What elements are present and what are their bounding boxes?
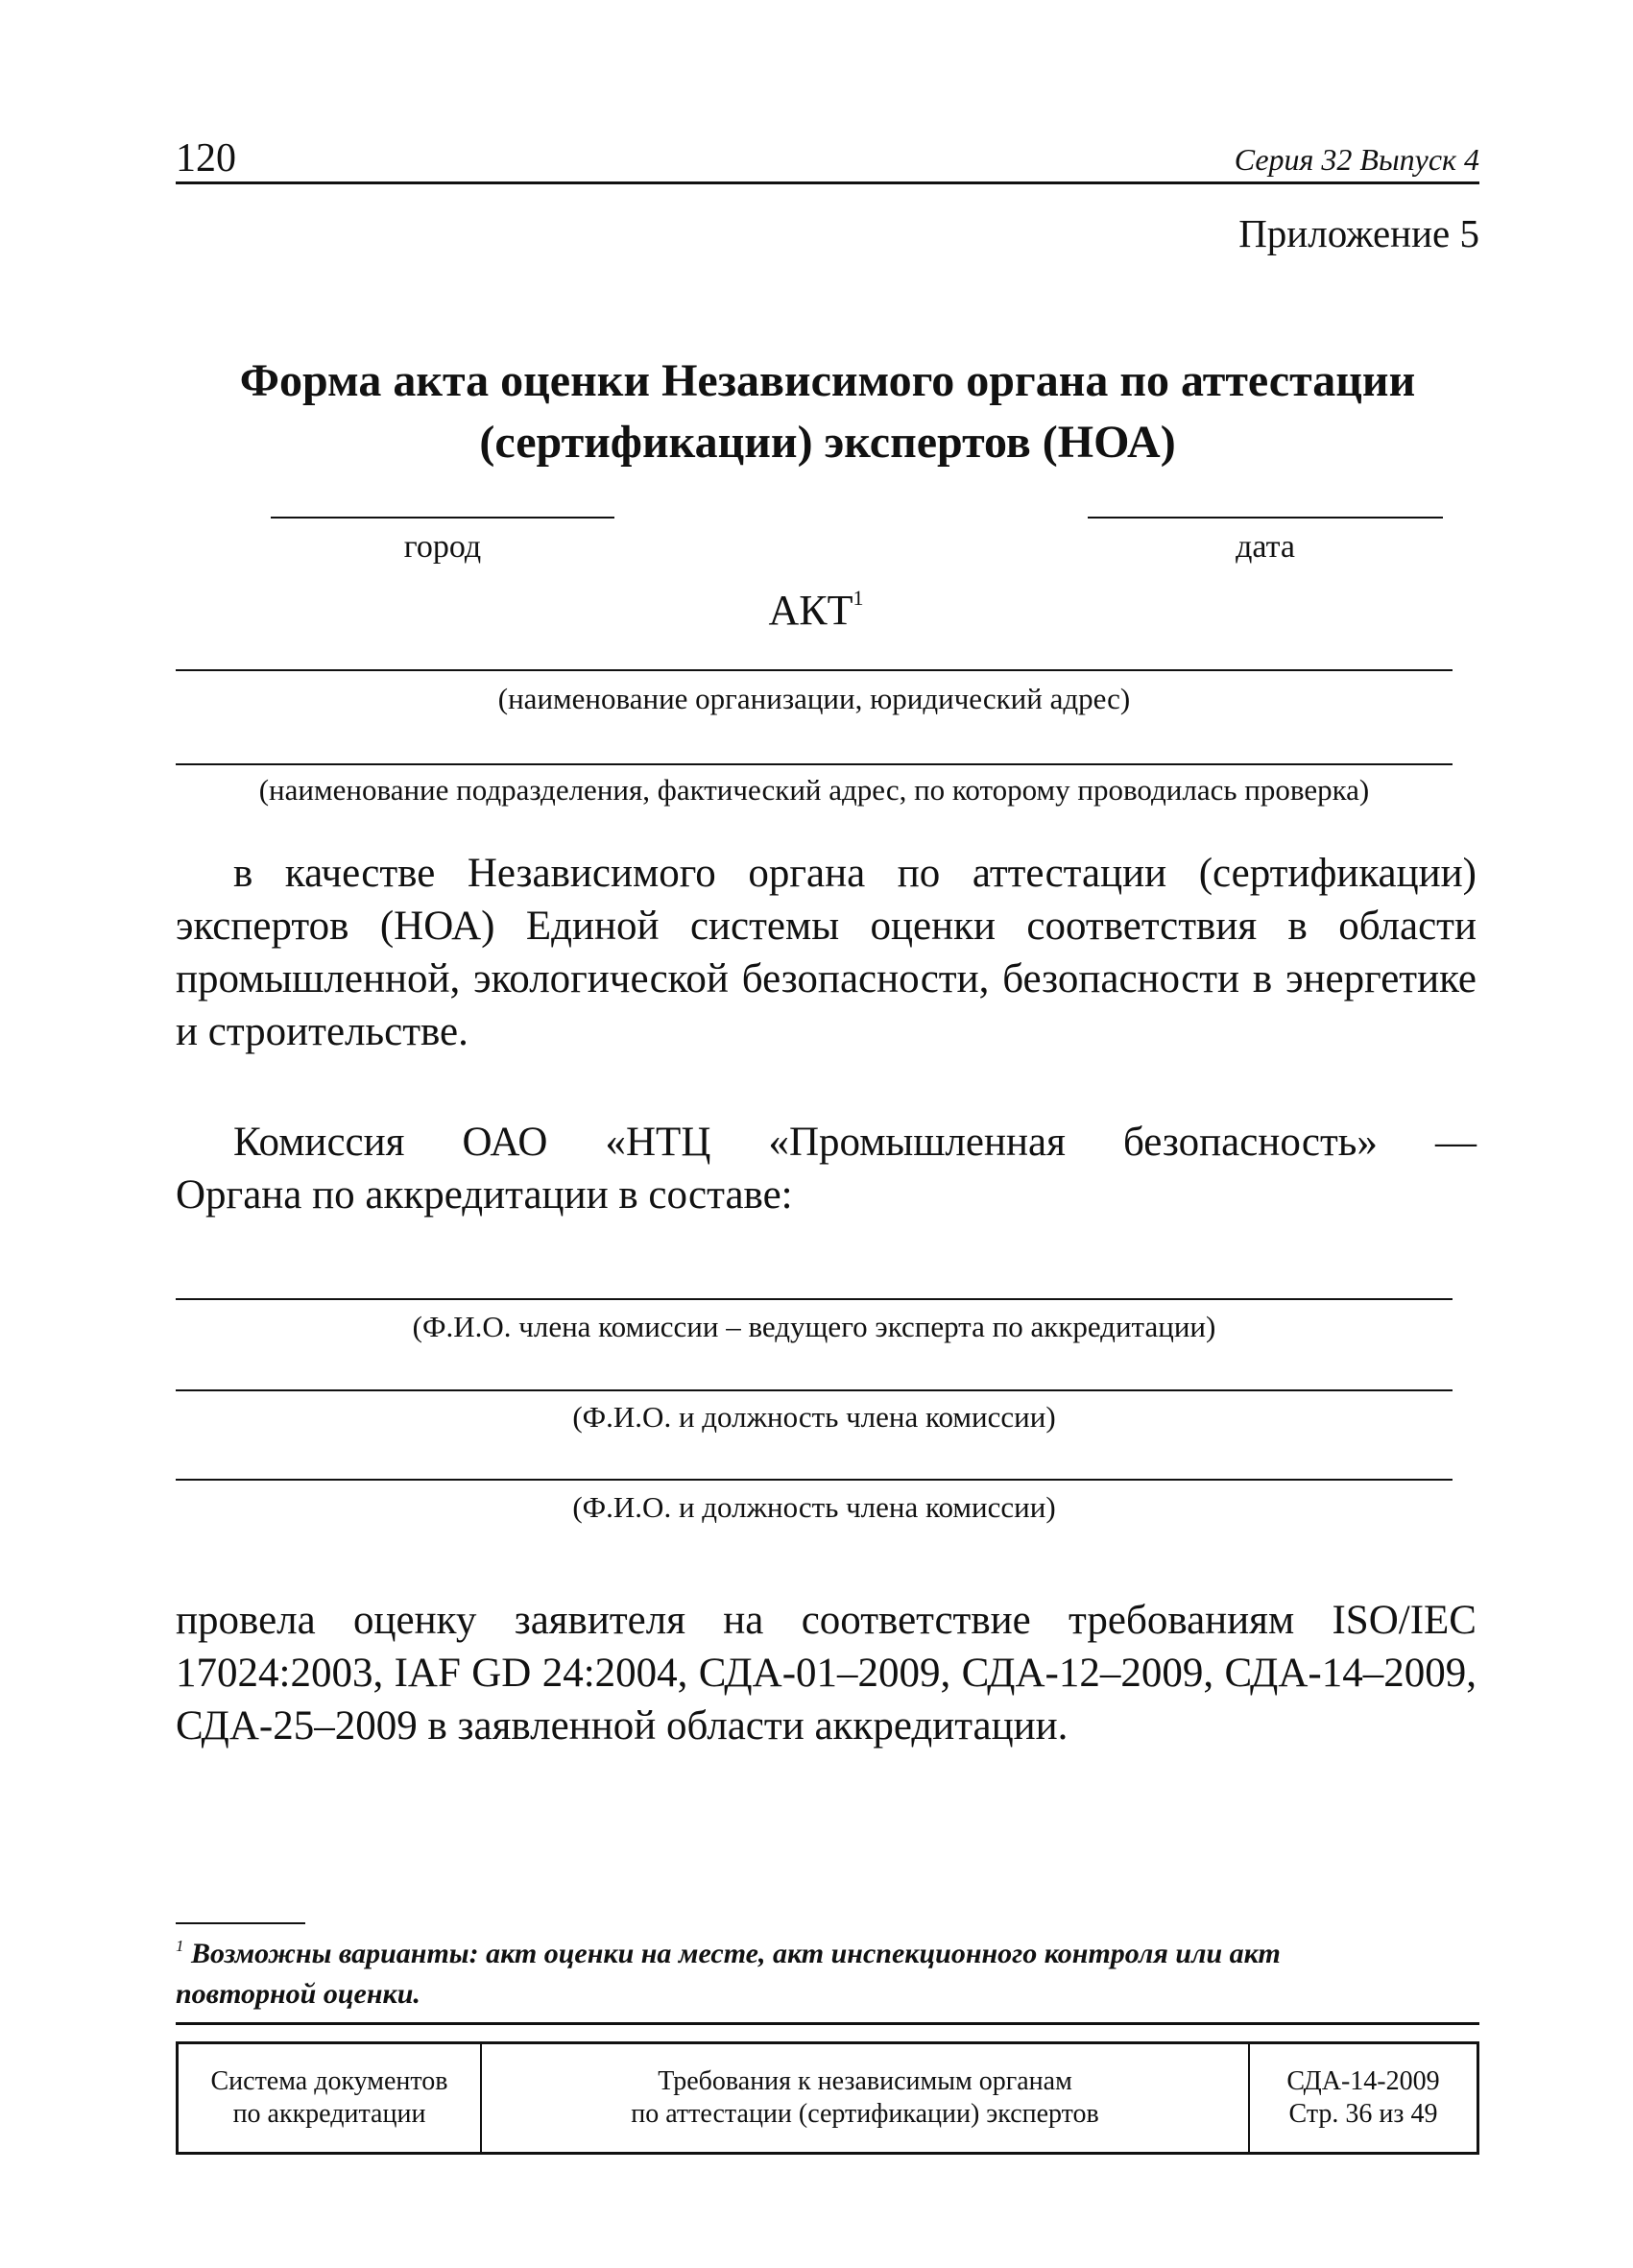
footer-system-line-1: Система документов xyxy=(210,2066,448,2096)
date-label: дата xyxy=(1236,529,1295,565)
organization-caption: (наименование организации, юридический адрес) xyxy=(497,682,1131,715)
act-heading xyxy=(576,571,1056,638)
act-heading-text: АКТ xyxy=(768,587,853,634)
unit-fill-line xyxy=(176,763,1453,765)
paragraph-assessment: провела оценку заявителя на соответствие требованиям ISO/IEC 17024:2003, IAF GD 24:2004, СДА-01–2009, СДА-12–2009, СДА-14–2009, СДА-25–2009 в заявленной области аккредитации. xyxy=(176,1598,1477,1749)
member-2-fill-line xyxy=(176,1389,1453,1391)
footnote-rule xyxy=(176,1922,305,1924)
member-2-caption: (Ф.И.О. и должность члена комиссии) xyxy=(572,1400,1056,1434)
title-line-1: Форма акта оценки Независимого органа по аттестации xyxy=(239,355,1416,406)
paragraph-commission-line-1: Комиссия ОАО «НТЦ «Промышленная безопасность» — xyxy=(233,1120,1477,1165)
member-3-caption: (Ф.И.О. и должность члена комиссии) xyxy=(572,1490,1056,1524)
footer-system-line-2: по аккредитации xyxy=(232,2099,426,2129)
series-label: Серия 32 Выпуск 4 xyxy=(1234,142,1479,177)
paragraph-commission-line-2: Органа по аккредитации в составе: xyxy=(176,1172,793,1218)
member-3-fill-line xyxy=(176,1479,1453,1481)
footer-page-count: Стр. 36 из 49 xyxy=(1288,2099,1438,2129)
member-1-fill-line xyxy=(176,1298,1453,1300)
footer-cell-doc-code xyxy=(1250,2044,1477,2152)
footer-requirements-line-2: по аттестации (сертификации) экспертов xyxy=(631,2099,1099,2129)
unit-caption: (наименование подразделения, фактический адрес, по которому проводилась проверка) xyxy=(258,773,1370,807)
paragraph-commission xyxy=(176,1116,1477,1221)
footnote-text: Возможны варианты: акт оценки на месте, акт инспекционного контроля или акт повторной оценки. xyxy=(176,1938,1281,2010)
city-label: город xyxy=(403,529,482,565)
footer-cell-requirements xyxy=(482,2044,1250,2152)
organization-fill-line xyxy=(176,669,1453,671)
footer-requirements-line-1: Требования к независимым органам xyxy=(658,2066,1072,2096)
appendix-label: Приложение 5 xyxy=(1238,211,1479,255)
header-rule xyxy=(176,181,1479,184)
document-title xyxy=(176,350,1479,473)
footnote xyxy=(176,1926,1424,2015)
member-1-caption: (Ф.И.О. члена комиссии – ведущего эксперта по аккредитации) xyxy=(412,1310,1216,1343)
footer-table xyxy=(176,2041,1479,2155)
footer-cell-system xyxy=(179,2044,482,2152)
footer-rule xyxy=(176,2022,1479,2025)
title-line-2: (сертификации) экспертов (НОА) xyxy=(479,417,1176,468)
page-number: 120 xyxy=(176,136,236,181)
city-fill-line xyxy=(271,517,614,519)
date-fill-line xyxy=(1088,517,1443,519)
act-footnote-mark: 1 xyxy=(853,586,864,610)
footnote-mark: 1 xyxy=(176,1937,184,1955)
footer-doc-code: СДА-14-2009 xyxy=(1286,2066,1440,2096)
paragraph-capacity: в качестве Независимого органа по аттестации (сертификации) экспертов (НОА) Единой системы оценки соответствия в области промышленной, экологической безопасности, безопасности в энергетике и строительстве. xyxy=(176,851,1477,1054)
